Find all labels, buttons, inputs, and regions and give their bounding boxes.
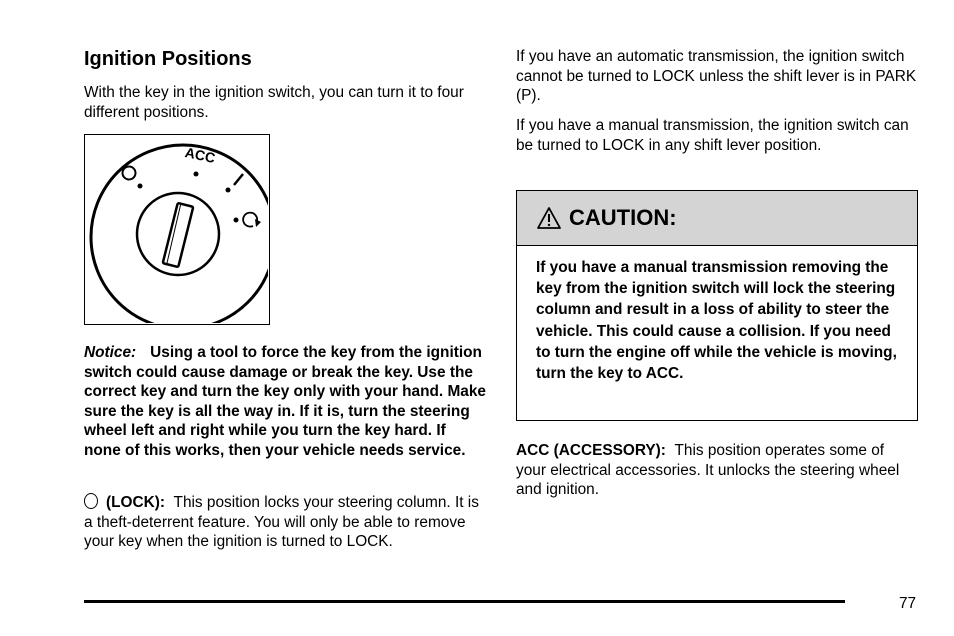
manual-paragraph: If you have a manual transmission, the ignition switch can be turned to LOCK in any shift lever position. (516, 117, 909, 154)
section-heading: Ignition Positions (84, 48, 252, 70)
caution-body: If you have a manual transmission removing the key from the ignition switch will lock the steering column and result in a loss of ability to steer the vehicle. This could cause a collision. If you need to turn the engine off while the vehicle is moving, turn the key to ACC. (536, 259, 897, 383)
lock-label: (LOCK): (106, 494, 165, 511)
caution-header (517, 191, 917, 246)
page-number: 77 (899, 595, 917, 612)
notice-label: Notice: (84, 344, 137, 361)
acc-paragraph (516, 441, 918, 500)
ignition-switch-illustration (85, 135, 268, 323)
footer-rule (84, 600, 845, 603)
intro-paragraph: With the key in the ignition switch, you can turn it to four different positions. (84, 84, 464, 121)
notice-paragraph (84, 343, 486, 461)
acc-label: ACC (183, 144, 217, 167)
warning-triangle-icon (537, 206, 561, 230)
lock-paragraph (84, 493, 486, 552)
lock-text: This position locks your steering column. It is a theft-deterrent feature. You will only be able to remove your key when the ignition is turned to LOCK. (84, 494, 479, 551)
notice-text: Using a tool to force the key from the ignition switch could cause damage or break the key. Use the correct key and turn the key only with your hand. Make sure the key is all the way in. If it is, turn the steering wheel left and right while you turn the key hard. If none of this works, then your vehicle needs service. (84, 344, 486, 459)
caution-box (516, 190, 918, 421)
caution-title: CAUTION: (569, 205, 677, 230)
lock-position-circle-icon (84, 493, 98, 509)
acc-label-text: ACC (ACCESSORY): (516, 442, 666, 459)
ignition-switch-figure (84, 134, 270, 325)
acc-text: This position operates some of your electrical accessories. It unlocks the steering wheel and ignition. (516, 442, 900, 499)
automatic-paragraph: If you have an automatic transmission, the ignition switch cannot be turned to LOCK unless the shift lever is in PARK (P). (516, 48, 917, 105)
